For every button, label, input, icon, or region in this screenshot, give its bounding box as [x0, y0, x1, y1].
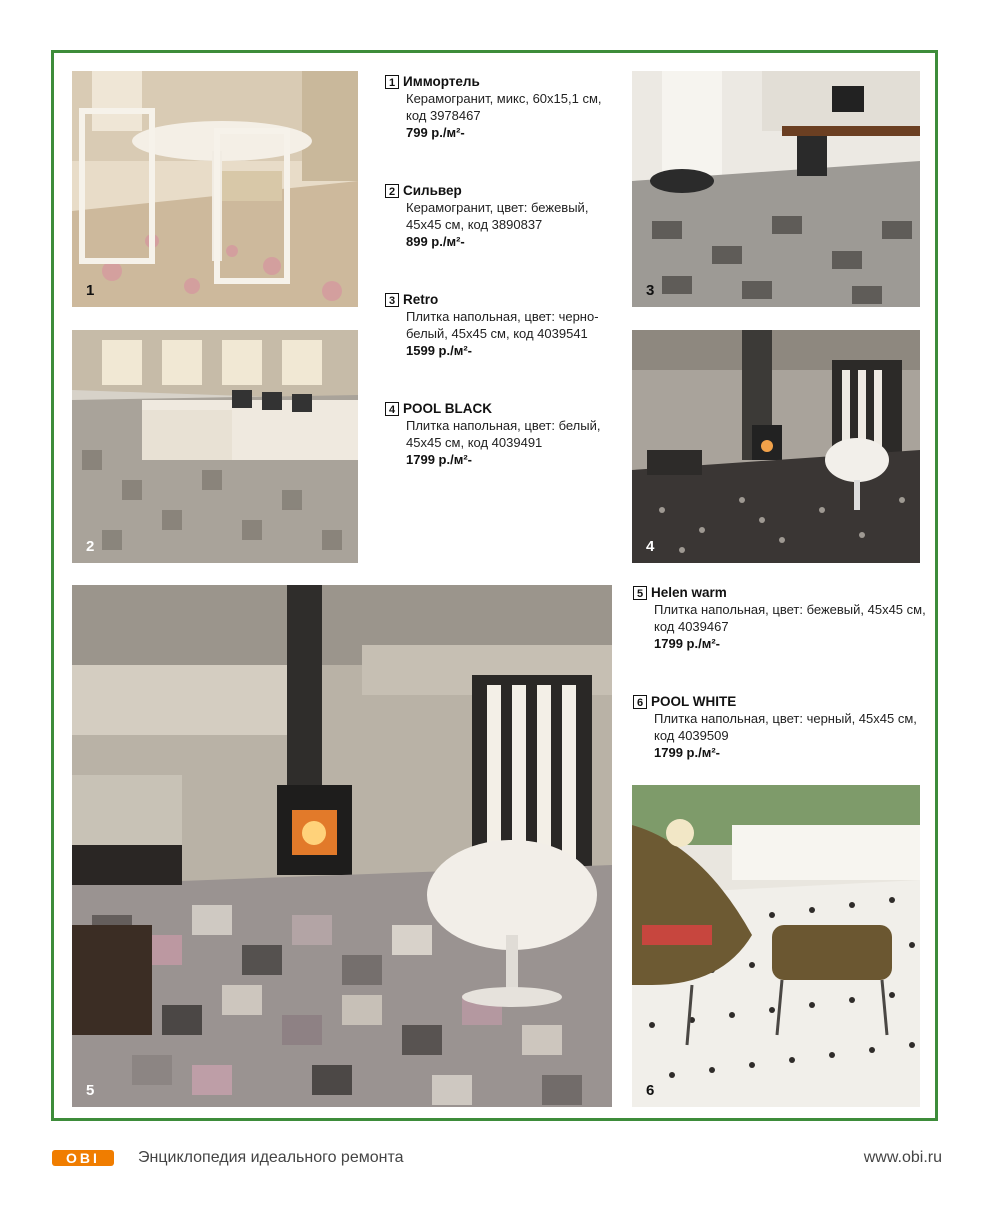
product-5: [633, 584, 926, 652]
product-1: [385, 73, 602, 141]
product-3: [385, 291, 599, 359]
product-price: 899 р./м²-: [406, 234, 465, 249]
photo-4-loft-dark-floor: [632, 330, 920, 563]
product-2: [385, 182, 588, 250]
photo-number: 1: [86, 282, 95, 299]
obi-logo[interactable]: [52, 1150, 114, 1166]
photo-number: 6: [646, 1082, 655, 1099]
product-number-badge: 5: [633, 586, 647, 600]
product-description: Плитка напольная, цвет: черно- белый, 45х45 см, код 4039541: [406, 309, 599, 341]
product-number-badge: 4: [385, 402, 399, 416]
product-description: Керамогранит, цвет: бежевый, 45х45 см, код 3890837: [406, 200, 589, 232]
product-6: [633, 693, 917, 761]
product-name: POOL WHITE: [651, 694, 737, 709]
product-description: Керамогранит, микс, 60х15,1 см, код 3978467: [406, 91, 602, 123]
product-name: Retro: [403, 292, 439, 307]
photo-number: 4: [646, 538, 655, 555]
footer-url-link[interactable]: www.obi.ru: [863, 1149, 942, 1166]
product-name: POOL BLACK: [403, 401, 493, 416]
product-number-badge: 6: [633, 695, 647, 709]
photo-number: 3: [646, 282, 655, 299]
product-name: Сильвер: [403, 183, 462, 198]
photo-number: 2: [86, 538, 95, 555]
footer-tagline: Энциклопедия идеального ремонта: [138, 1149, 404, 1166]
photo-1-dining-room: [72, 71, 358, 307]
product-price: 1799 р./м²-: [654, 636, 720, 651]
product-price: 799 р./м²-: [406, 125, 465, 140]
photo-number: 5: [86, 1082, 95, 1099]
product-price: 1799 р./м²-: [654, 745, 720, 760]
photo-3-office: [632, 71, 920, 307]
logo-text: OBI: [66, 1150, 100, 1166]
photo-6-lounge-chair: [632, 785, 920, 1107]
product-description: Плитка напольная, цвет: черный, 45х45 см, код 4039509: [654, 711, 917, 743]
product-number-badge: 3: [385, 293, 399, 307]
product-name: Иммортель: [403, 74, 480, 89]
product-number-badge: 2: [385, 184, 399, 198]
photo-2-living-room: [72, 330, 358, 563]
product-name: Helen warm: [651, 585, 727, 600]
product-number-badge: 1: [385, 75, 399, 89]
product-price: 1599 р./м²-: [406, 343, 472, 358]
product-4: [385, 400, 600, 468]
product-description: Плитка напольная, цвет: бежевый, 45х45 см, код 4039467: [654, 602, 926, 634]
product-description: Плитка напольная, цвет: белый, 45х45 см, код 4039491: [406, 418, 601, 450]
photo-5-loft-patchwork-floor: [72, 585, 612, 1107]
product-price: 1799 р./м²-: [406, 452, 472, 467]
